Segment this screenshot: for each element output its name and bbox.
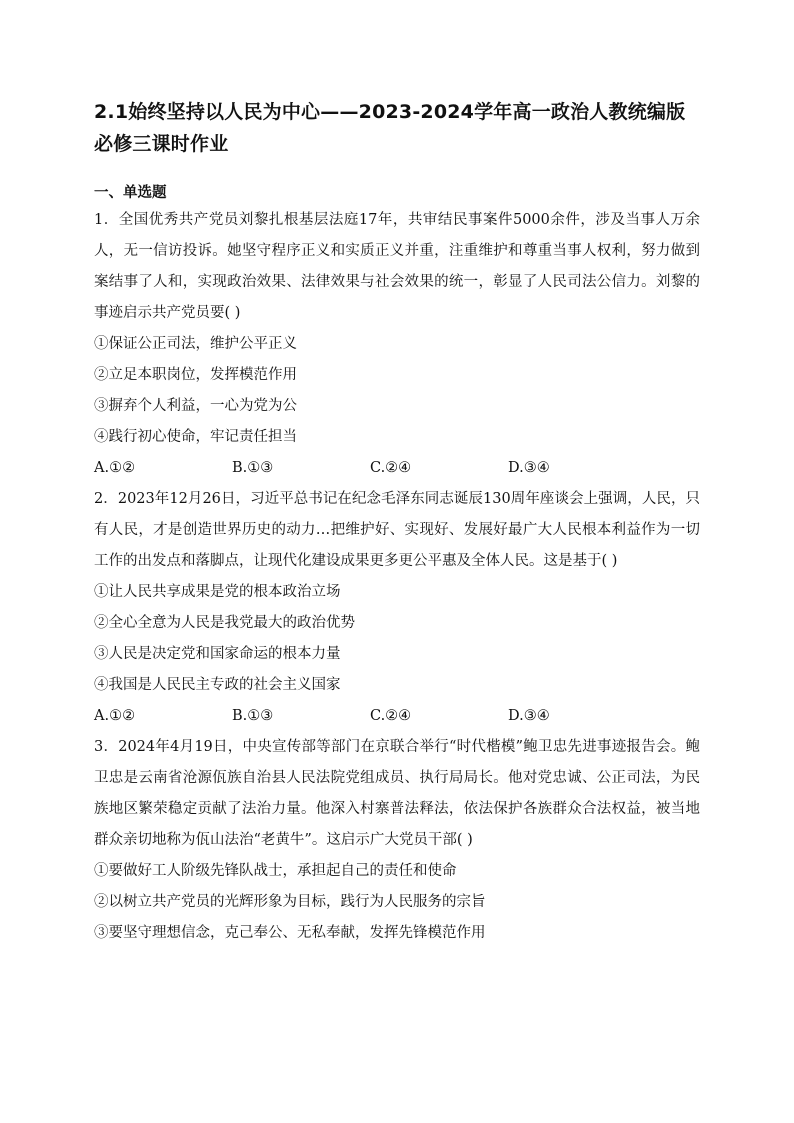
statement-option: ④践行初心使命，牢记责任担当 (94, 429, 297, 445)
document-page (94, 96, 700, 949)
choice-c[interactable]: C.②④ (370, 460, 412, 476)
statement-option: ①要做好工人阶级先锋队战士，承担起自己的责任和使命 (94, 863, 457, 879)
statement-option: ③摒弃个人利益，一心为党为公 (94, 398, 297, 414)
question-stem: 2．2023年12月26日，习近平总书记在纪念毛泽东同志诞辰130周年座谈会上强调，人民，只有人民，才是创造世界历史的动力…把维护好、实现好、发展好最广大人民根本利益作为一切工作的出发点和落脚点，让现代化建设成果更多更公平惠及全体人民。这是基于( ) (94, 491, 700, 569)
question-stem: 1．全国优秀共产党员刘黎扎根基层法庭17年，共审结民事案件5000余件，涉及当事人万余人，无一信访投诉。她坚守程序正义和实质正义并重，注重维护和尊重当事人权利，努力做到案结事了人和，实现政治效果、法律效果与社会效果的统一，彰显了人民司法公信力。刘黎的事迹启示共产党员要( ) (94, 212, 700, 321)
choice-d[interactable]: D.③④ (508, 460, 550, 476)
statement-option: ①让人民共享成果是党的根本政治立场 (94, 584, 341, 600)
statement-option: ③要坚守理想信念，克己奉公、无私奉献，发挥先锋模范作用 (94, 925, 486, 941)
statement-option: ④我国是人民民主专政的社会主义国家 (94, 677, 341, 693)
choice-a[interactable]: A.①② (94, 460, 136, 476)
choice-b[interactable]: B.①③ (232, 460, 274, 476)
choice-b[interactable]: B.①③ (232, 708, 274, 724)
statement-option: ②全心全意为人民是我党最大的政治优势 (94, 615, 355, 631)
statement-option: ③人民是决定党和国家命运的根本力量 (94, 646, 341, 662)
statement-option: ②立足本职岗位，发挥模范作用 (94, 367, 297, 383)
answer-choices (94, 701, 700, 732)
question-stem: 3．2024年4月19日，中央宣传部等部门在京联合举行“时代楷模”鲍卫忠先进事迹报告会。鲍卫忠是云南省沧源佤族自治县人民法院党组成员、执行局局长。他对党忠诚、公正司法，为民族地区繁荣稳定贡献了法治力量。他深入村寨普法释法，依法保护各族群众合法权益，被当地群众亲切地称为佤山法治“老黄牛”。这启示广大党员干部( ) (94, 739, 700, 848)
choice-c[interactable]: C.②④ (370, 708, 412, 724)
choice-d[interactable]: D.③④ (508, 708, 550, 724)
statement-option: ②以树立共产党员的光辉形象为目标，践行为人民服务的宗旨 (94, 894, 486, 910)
statement-option: ①保证公正司法，维护公平正义 (94, 336, 297, 352)
answer-choices (94, 453, 700, 484)
section-heading: 一、单选题 (94, 185, 167, 201)
question-1 (94, 205, 700, 484)
choice-a[interactable]: A.①② (94, 708, 136, 724)
question-3 (94, 732, 700, 949)
question-2 (94, 484, 700, 732)
document-title: 2.1始终坚持以人民为中心——2023-2024学年高一政治人教统编版必修三课时作业 (94, 101, 686, 155)
